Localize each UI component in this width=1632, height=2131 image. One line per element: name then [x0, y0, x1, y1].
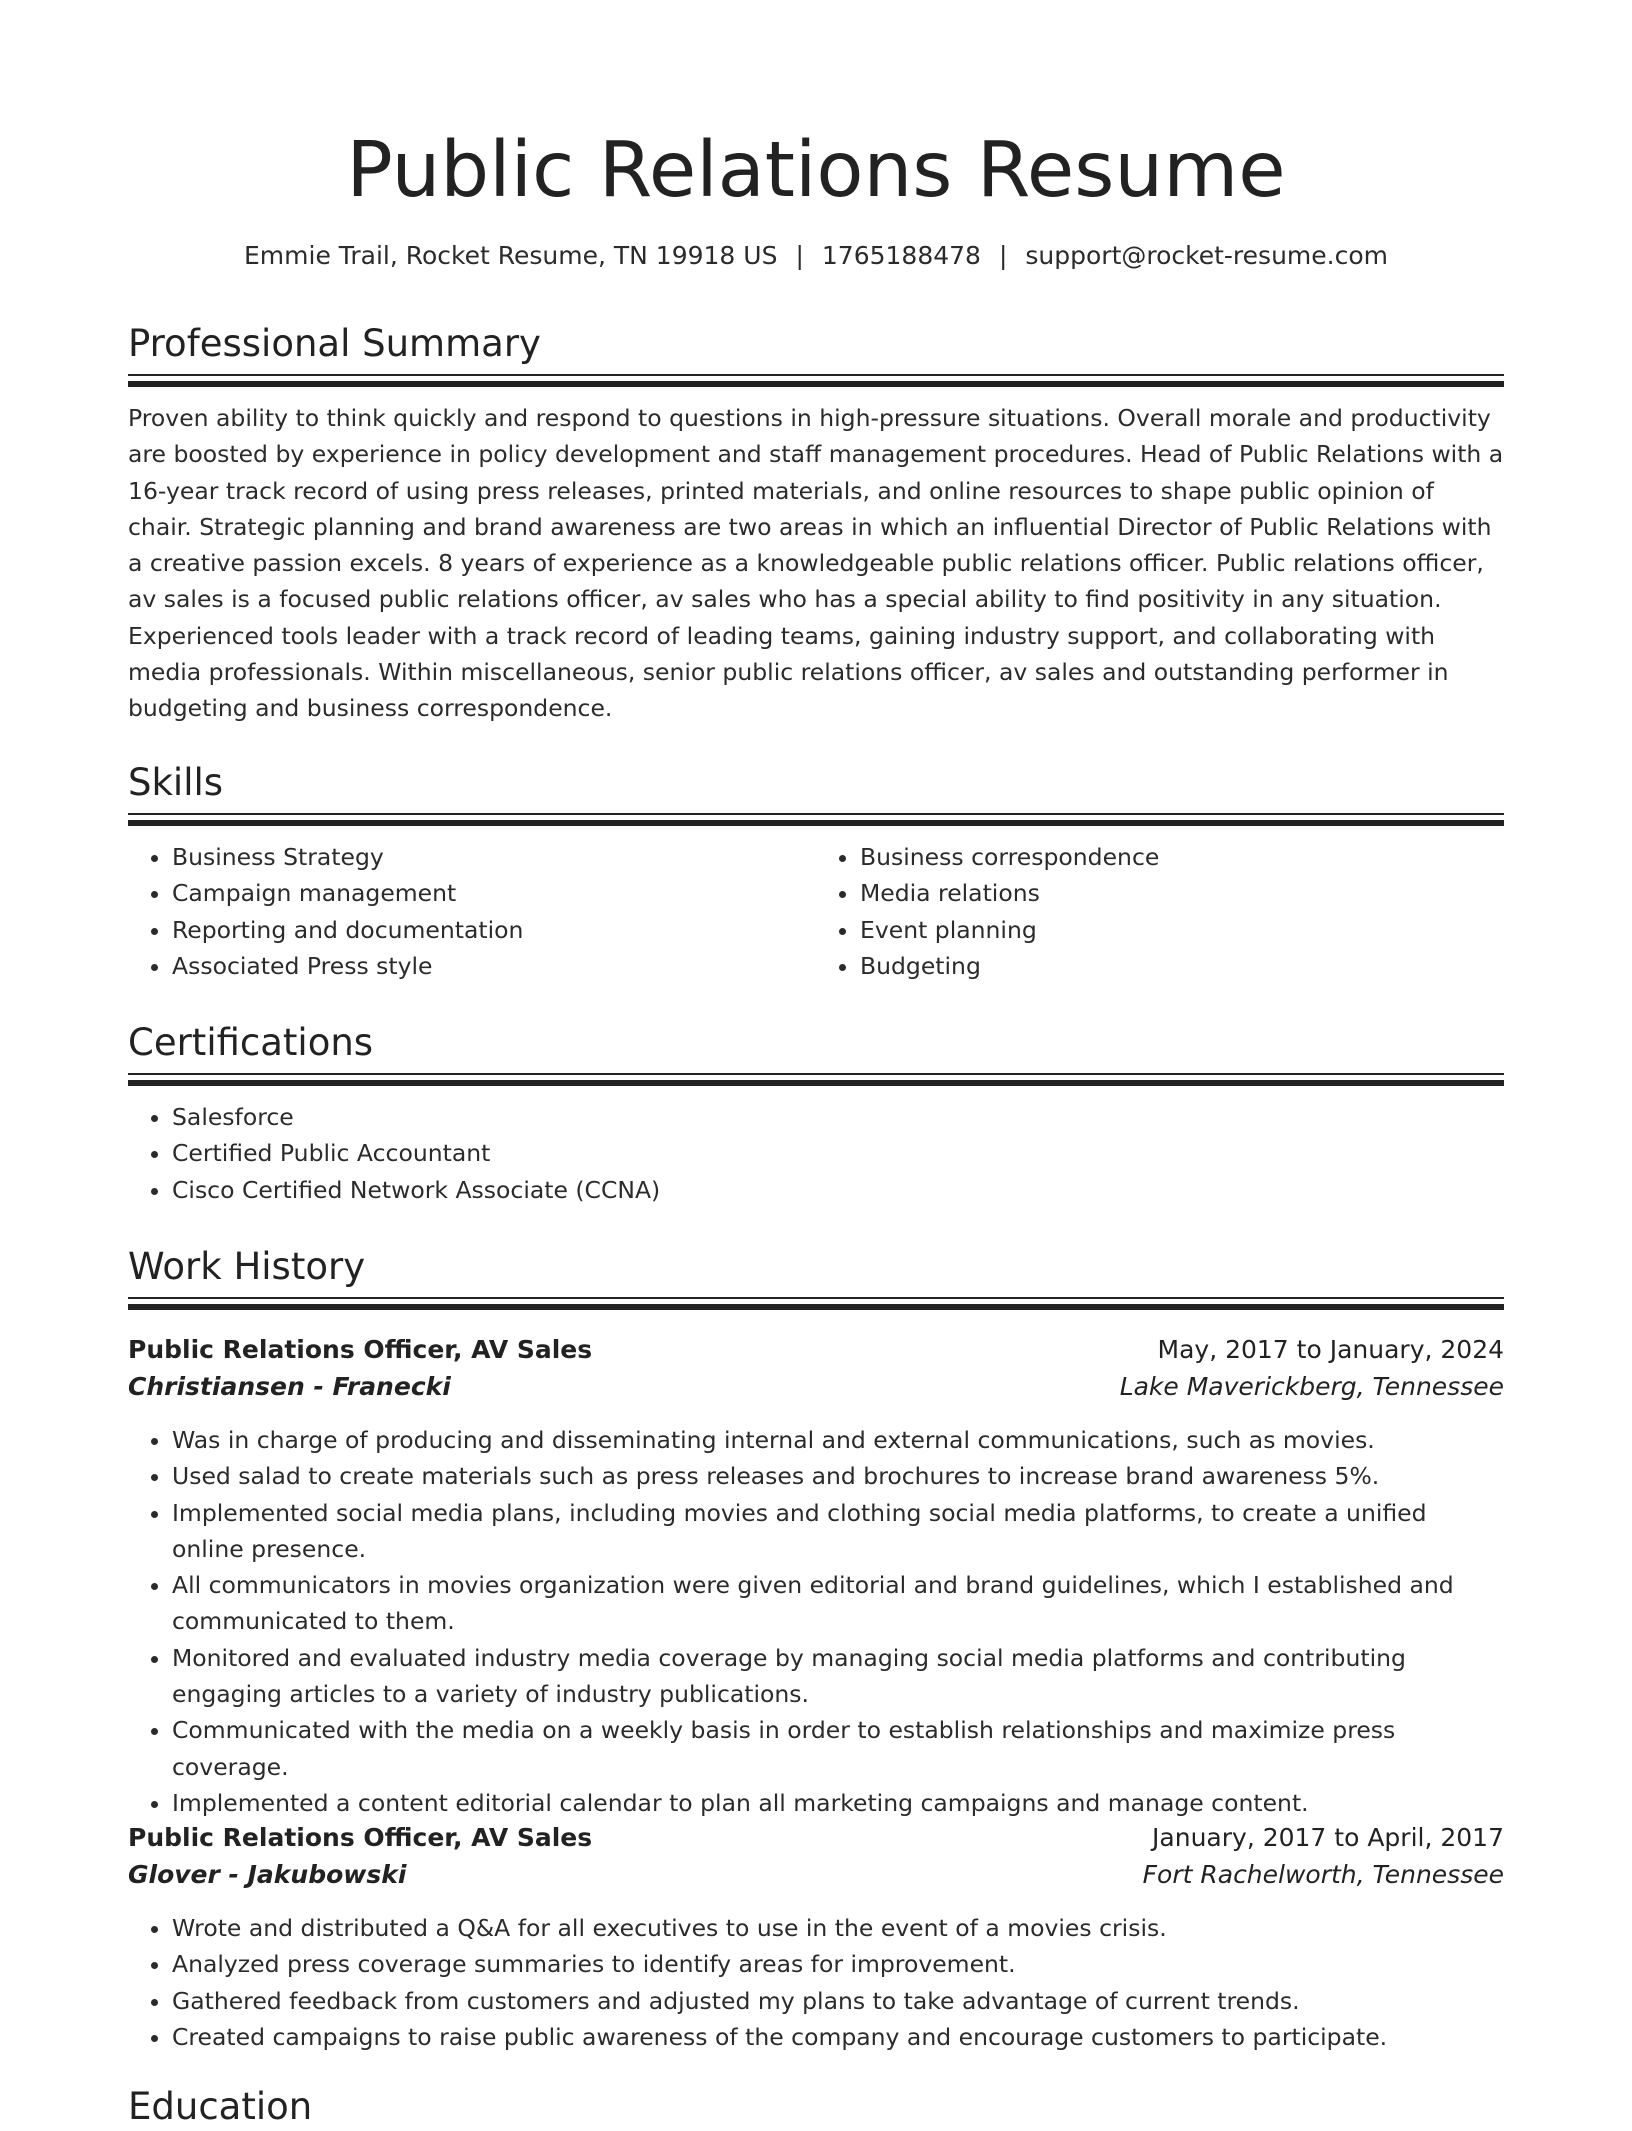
job-location: Lake Maverickberg, Tennessee	[1119, 1372, 1504, 1401]
job-company: Christiansen - Franecki	[128, 1372, 451, 1401]
contact-separator: |	[795, 241, 804, 270]
education-heading: Education	[128, 2085, 313, 2128]
skills-heading: Skills	[128, 761, 224, 804]
job-bullet: • Wrote and distributed a Q&A for all executives to use in the event of a movies crisis.	[172, 1910, 1504, 1946]
skills-list-left	[128, 839, 816, 984]
contact-address: Emmie Trail, Rocket Resume, TN 19918 US	[244, 241, 778, 270]
certifications-heading: Certifications	[128, 1021, 374, 1064]
contact-separator: |	[998, 241, 1008, 270]
skill-item: • Campaign management	[172, 875, 816, 911]
job-title: Public Relations Officer, AV Sales	[128, 1823, 593, 1852]
education-section	[128, 2083, 1504, 2131]
contact-phone: 1765188478	[821, 241, 981, 270]
skill-item: • Business correspondence	[860, 839, 1504, 875]
job-header	[128, 1332, 1504, 1368]
job-bullet: • Analyzed press coverage summaries to identify areas for improvement.	[172, 1946, 1504, 1982]
skill-item: • Reporting and documentation	[172, 912, 816, 948]
job-bullet: • Gathered feedback from customers and adjusted my plans to take advantage of current trends.	[172, 1983, 1504, 2019]
job-bullet: • All communicators in movies organization were given editorial and brand guidelines, which I established and communicated to them.	[172, 1567, 1504, 1640]
skill-item: • Associated Press style	[172, 948, 816, 984]
skill-item: • Event planning	[860, 912, 1504, 948]
certification-item: • Salesforce	[172, 1099, 1504, 1135]
job-bullet: • Was in charge of producing and disseminating internal and external communications, such as movies.	[172, 1422, 1504, 1458]
job-bullet: • Implemented a content editorial calendar to plan all marketing campaigns and manage content.	[172, 1785, 1504, 1821]
section-divider	[128, 1297, 1504, 1311]
skills-list-right	[816, 839, 1504, 984]
page-title: Public Relations Resume	[346, 126, 1286, 215]
job-entry	[128, 1332, 1504, 1821]
summary-heading: Professional Summary	[128, 322, 541, 365]
skill-item: • Business Strategy	[172, 839, 816, 875]
job-title: Public Relations Officer, AV Sales	[128, 1335, 593, 1364]
job-company: Glover - Jakubowski	[128, 1860, 407, 1889]
certification-item: • Cisco Certified Network Associate (CCNA)	[172, 1172, 1504, 1208]
skill-item: • Media relations	[860, 875, 1504, 911]
job-entry	[128, 1820, 1504, 2055]
job-dates: January, 2017 to April, 2017	[1152, 1823, 1504, 1852]
summary-text: Proven ability to think quickly and respond to questions in high-pressure situations. Overall morale and productivity are boosted by experience in policy development and staff management procedures. Head of Public Relations with a 16-year track record of using press releases, printed materials, and online resources to shape public opinion of chair. Strategic planning and brand awareness are two areas in which an influential Director of Public Relations with a creative passion excels. 8 years of experience as a knowledgeable public relations officer. Public relations officer, av sales is a focused public relations officer, av sales who has a special ability to find positivity in any situation. Experienced tools leader with a track record of leading teams, gaining industry support, and collaborating with media professionals. Within miscellaneous, senior public relations officer, av sales and outstanding performer in budgeting and business correspondence.	[128, 404, 1504, 723]
job-subheader	[128, 1856, 1504, 1894]
job-dates: May, 2017 to January, 2024	[1157, 1335, 1504, 1364]
contact-line	[128, 240, 1504, 272]
job-header	[128, 1820, 1504, 1856]
certifications-section	[128, 1019, 1504, 1208]
certification-item: • Certified Public Accountant	[172, 1135, 1504, 1171]
section-divider	[128, 374, 1504, 388]
job-bullet: • Implemented social media plans, including movies and clothing social media platforms, to create a unified online presence.	[172, 1495, 1504, 1568]
job-bullets	[128, 1910, 1504, 2055]
certifications-list	[128, 1099, 1504, 1208]
job-location: Fort Rachelworth, Tennessee	[1142, 1860, 1504, 1889]
skills-columns	[128, 839, 1504, 984]
job-bullet: • Used salad to create materials such as press releases and brochures to increase brand awareness 5%.	[172, 1458, 1504, 1494]
contact-email[interactable]: support@rocket-resume.com	[1025, 241, 1388, 270]
work-history-section	[128, 1243, 1504, 1311]
job-subheader	[128, 1368, 1504, 1406]
job-bullet: • Communicated with the media on a weekly basis in order to establish relationships and maximize press coverage.	[172, 1712, 1504, 1785]
skill-item: • Budgeting	[860, 948, 1504, 984]
skills-section	[128, 759, 1504, 984]
job-bullets	[128, 1422, 1504, 1821]
work-history-heading: Work History	[128, 1245, 366, 1288]
job-bullet: • Created campaigns to raise public awareness of the company and encourage customers to participate.	[172, 2019, 1504, 2055]
section-divider	[128, 813, 1504, 827]
job-bullet: • Monitored and evaluated industry media coverage by managing social media platforms and contributing engaging articles to a variety of industry publications.	[172, 1640, 1504, 1713]
section-divider	[128, 1073, 1504, 1087]
summary-section	[128, 320, 1504, 727]
